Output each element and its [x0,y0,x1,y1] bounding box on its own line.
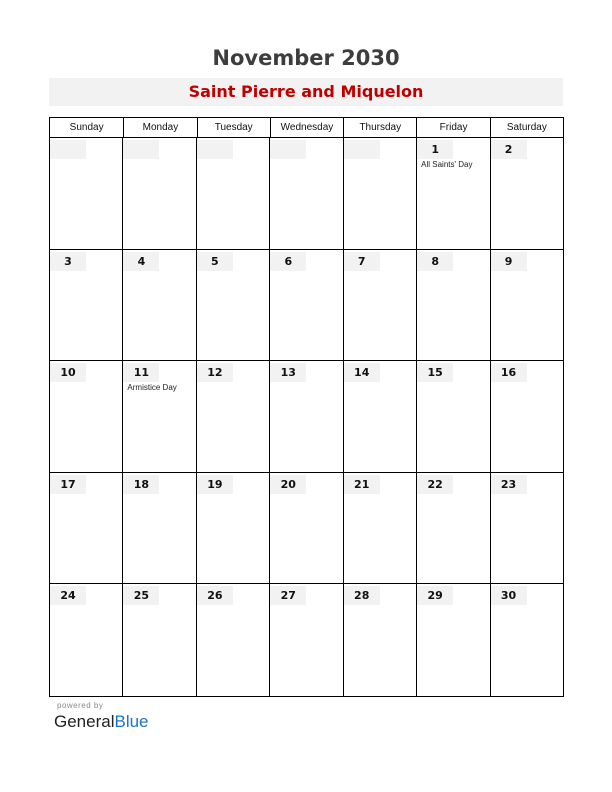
day-number: 13 [270,363,306,382]
day-cell [417,138,490,250]
day-number: 5 [197,252,233,271]
day-cell [491,361,564,473]
day-cell [270,250,343,362]
day-cell [123,250,196,362]
day-number: 4 [123,252,159,271]
calendar-grid [49,117,564,697]
day-number: 16 [491,363,527,382]
day-cell [50,473,123,585]
empty-day-placeholder [270,140,306,159]
day-cell [197,361,270,473]
day-number: 18 [123,475,159,494]
weekday-header [49,117,564,138]
page-title: November 2030 [212,46,400,70]
day-cell [197,250,270,362]
weekday-label: Monday [123,118,196,138]
brand-part-2: Blue [114,712,149,731]
day-cell [417,361,490,473]
day-cell [491,584,564,696]
weeks-grid [49,138,564,697]
day-number: 22 [417,475,453,494]
day-number: 28 [344,586,380,605]
empty-day-cell [197,138,270,250]
country-name: Saint Pierre and Miquelon [188,82,424,101]
day-number: 11 [123,363,159,382]
empty-day-cell [123,138,196,250]
day-cell [123,361,196,473]
generalblue-logo[interactable] [54,712,149,732]
day-cell [270,584,343,696]
day-number: 23 [491,475,527,494]
day-number: 25 [123,586,159,605]
day-number: 26 [197,586,233,605]
empty-day-cell [344,138,417,250]
empty-day-cell [50,138,123,250]
powered-by-label: powered by [57,701,104,710]
day-cell [123,473,196,585]
day-cell [417,473,490,585]
weekday-label: Wednesday [270,118,343,138]
day-number: 12 [197,363,233,382]
weekday-label: Saturday [490,118,563,138]
day-number: 17 [50,475,86,494]
holiday-label: Armistice Day [127,383,177,393]
day-number: 20 [270,475,306,494]
day-number: 30 [491,586,527,605]
empty-day-placeholder [50,140,86,159]
day-number: 9 [491,252,527,271]
day-cell [270,361,343,473]
weekday-label: Tuesday [197,118,270,138]
day-cell [417,250,490,362]
day-cell [491,250,564,362]
day-number: 7 [344,252,380,271]
empty-day-placeholder [197,140,233,159]
day-number: 29 [417,586,453,605]
empty-day-cell [270,138,343,250]
day-cell [344,473,417,585]
empty-day-placeholder [123,140,159,159]
day-cell [123,584,196,696]
weekday-label: Friday [416,118,489,138]
weekday-label: Thursday [343,118,416,138]
day-number: 19 [197,475,233,494]
holiday-label: All Saints' Day [421,160,473,169]
weekday-label: Sunday [69,122,104,133]
day-cell [344,584,417,696]
country-banner [49,78,563,106]
brand-part-1: General [54,712,115,731]
day-cell [197,584,270,696]
day-number: 3 [50,252,86,271]
day-cell [50,584,123,696]
day-cell [50,250,123,362]
day-number: 8 [417,252,453,271]
day-cell [491,138,564,250]
day-number: 15 [417,363,453,382]
day-cell [270,473,343,585]
day-cell [344,361,417,473]
day-cell [491,473,564,585]
day-number: 1 [417,140,453,159]
day-cell [197,473,270,585]
day-number: 24 [50,586,86,605]
day-cell [417,584,490,696]
day-number: 14 [344,363,380,382]
empty-day-placeholder [344,140,380,159]
day-number: 10 [50,363,86,382]
day-number: 6 [270,252,306,271]
day-number: 27 [270,586,306,605]
day-number: 2 [491,140,527,159]
day-number: 21 [344,475,380,494]
day-cell [344,250,417,362]
day-cell [50,361,123,473]
